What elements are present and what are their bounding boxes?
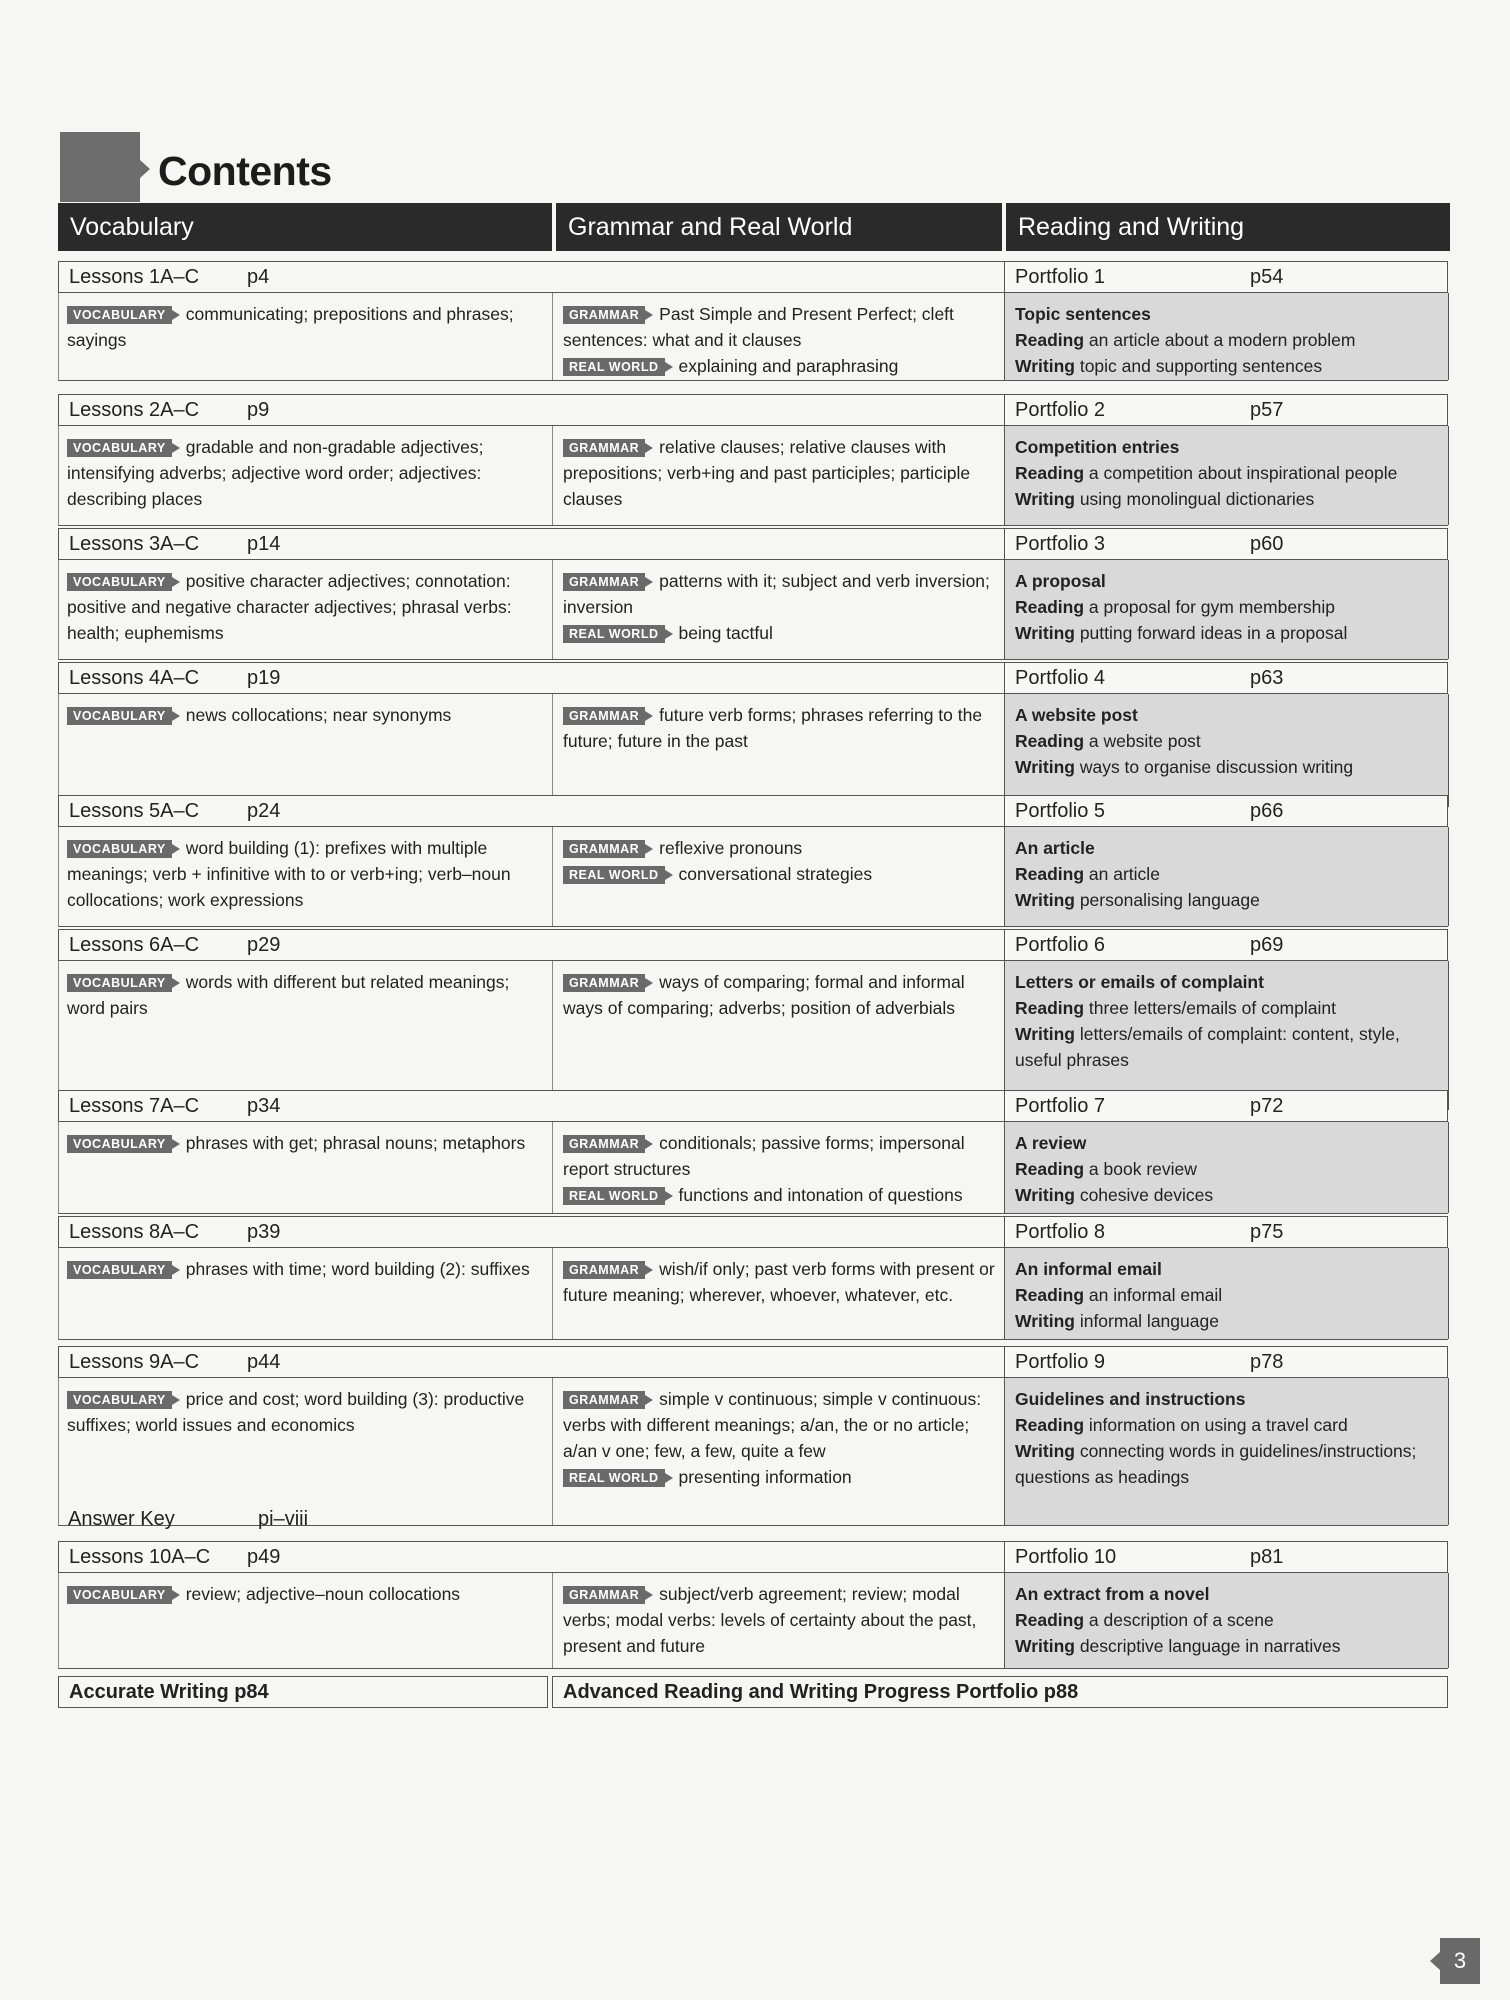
answer-key-label: Answer Key bbox=[68, 1508, 175, 1530]
portfolio-header[interactable] bbox=[1004, 1216, 1448, 1248]
reading-text: an informal email bbox=[1088, 1285, 1223, 1305]
portfolio-page: p63 bbox=[1250, 667, 1284, 689]
grammar-tag: GRAMMAR bbox=[563, 1391, 645, 1409]
grammar-line bbox=[563, 1256, 996, 1308]
reading-label: Reading bbox=[1015, 1415, 1085, 1435]
lesson-body bbox=[58, 1122, 1448, 1214]
reading-line bbox=[1015, 460, 1440, 486]
real-world-line bbox=[563, 1464, 996, 1490]
grammar-line bbox=[563, 568, 996, 620]
vocabulary-cell bbox=[59, 1122, 553, 1213]
vocabulary-text: word building (1): prefixes with multiple meanings; verb + infinitive with to or verb+ing; verb–noun collocations; work expressions bbox=[67, 838, 511, 910]
lesson-page: p39 bbox=[247, 1221, 281, 1243]
vocabulary-text: gradable and non-gradable adjectives; intensifying adverbs; adjective word order; adjectives: describing places bbox=[67, 437, 484, 509]
real-world-text: explaining and paraphrasing bbox=[678, 356, 899, 376]
vocabulary-tag: VOCABULARY bbox=[67, 974, 172, 992]
grammar-text: ways of comparing; formal and informal ways of comparing; adverbs; position of adverbials bbox=[563, 972, 965, 1018]
real-world-tag: REAL WORLD bbox=[563, 866, 665, 884]
writing-line bbox=[1015, 754, 1440, 780]
lesson-header[interactable] bbox=[58, 795, 1004, 827]
writing-line bbox=[1015, 1633, 1440, 1659]
text-type-title: Competition entries bbox=[1015, 437, 1180, 457]
portfolio-page: p66 bbox=[1250, 800, 1284, 822]
reading-writing-cell bbox=[1005, 1248, 1449, 1339]
text-type-title: A website post bbox=[1015, 705, 1138, 725]
reading-writing-cell bbox=[1005, 961, 1449, 1110]
grammar-cell bbox=[553, 1573, 1005, 1668]
writing-label: Writing bbox=[1015, 489, 1075, 509]
real-world-text: being tactful bbox=[678, 623, 773, 643]
vocabulary-text: communicating; prepositions and phrases; sayings bbox=[67, 304, 514, 350]
writing-text: putting forward ideas in a proposal bbox=[1079, 623, 1348, 643]
writing-text: cohesive devices bbox=[1079, 1185, 1214, 1205]
grammar-text: relative clauses; relative clauses with prepositions; verb+ing and past participles; participle clauses bbox=[563, 437, 971, 509]
page-number: 3 bbox=[1440, 1938, 1480, 1984]
lesson-body bbox=[58, 827, 1448, 927]
writing-text: connecting words in guidelines/instructions; questions as headings bbox=[1015, 1441, 1417, 1487]
real-world-line bbox=[563, 620, 996, 646]
grammar-text: wish/if only; past verb forms with present or future meaning; wherever, whoever, whatever, etc. bbox=[563, 1259, 995, 1305]
real-world-text: conversational strategies bbox=[678, 864, 873, 884]
reading-text: an article bbox=[1088, 864, 1160, 884]
vocabulary-text: phrases with get; phrasal nouns; metaphors bbox=[185, 1133, 526, 1153]
grammar-cell bbox=[553, 1378, 1005, 1525]
reading-writing-cell bbox=[1005, 694, 1449, 807]
lesson-title: Lessons 8A–C bbox=[69, 1221, 200, 1243]
writing-text: letters/emails of complaint: content, style, useful phrases bbox=[1015, 1024, 1400, 1070]
writing-line bbox=[1015, 486, 1440, 512]
grammar-text: Past Simple and Present Perfect; cleft sentences: what and it clauses bbox=[563, 304, 954, 350]
writing-text: using monolingual dictionaries bbox=[1079, 489, 1315, 509]
vocabulary-cell bbox=[59, 293, 553, 380]
text-type-title: An extract from a novel bbox=[1015, 1584, 1210, 1604]
vocabulary-tag: VOCABULARY bbox=[67, 1135, 172, 1153]
title-arrow-icon bbox=[140, 160, 150, 178]
writing-label: Writing bbox=[1015, 356, 1075, 376]
portfolio-title: Portfolio 10 bbox=[1015, 1546, 1117, 1568]
lesson-body bbox=[58, 694, 1448, 808]
writing-text: informal language bbox=[1079, 1311, 1219, 1331]
page-title: Contents bbox=[158, 148, 332, 194]
lesson-page: p34 bbox=[247, 1095, 281, 1117]
lesson-title: Lessons 5A–C bbox=[69, 800, 200, 822]
grammar-line bbox=[563, 434, 996, 512]
grammar-tag: GRAMMAR bbox=[563, 840, 645, 858]
reading-label: Reading bbox=[1015, 998, 1085, 1018]
reading-text: three letters/emails of complaint bbox=[1088, 998, 1336, 1018]
portfolio-title: Portfolio 1 bbox=[1015, 266, 1106, 288]
grammar-cell bbox=[553, 827, 1005, 926]
portfolio-header[interactable] bbox=[1004, 261, 1448, 293]
real-world-text: functions and intonation of questions bbox=[678, 1185, 963, 1205]
reading-text: a website post bbox=[1088, 731, 1201, 751]
grammar-text: reflexive pronouns bbox=[659, 838, 803, 858]
lesson-page: p9 bbox=[247, 399, 270, 421]
vocabulary-text: price and cost; word building (3): productive suffixes; world issues and economics bbox=[67, 1389, 525, 1435]
grammar-cell bbox=[553, 293, 1005, 380]
portfolio-title: Portfolio 8 bbox=[1015, 1221, 1106, 1243]
portfolio-title: Portfolio 5 bbox=[1015, 800, 1106, 822]
column-header-reading: Reading and Writing bbox=[1006, 203, 1450, 251]
lesson-title: Lessons 9A–C bbox=[69, 1351, 200, 1373]
grammar-line bbox=[563, 301, 996, 353]
vocabulary-cell bbox=[59, 694, 553, 807]
grammar-text: subject/verb agreement; review; modal verbs; modal verbs: levels of certainty about the past, present and future bbox=[563, 1584, 977, 1656]
lesson-body bbox=[58, 293, 1448, 381]
real-world-tag: REAL WORLD bbox=[563, 1187, 665, 1205]
grammar-cell bbox=[553, 961, 1005, 1110]
reading-line bbox=[1015, 861, 1440, 887]
reading-line bbox=[1015, 594, 1440, 620]
portfolio-title: Portfolio 9 bbox=[1015, 1351, 1106, 1373]
writing-line bbox=[1015, 887, 1440, 913]
portfolio-title: Portfolio 4 bbox=[1015, 667, 1106, 689]
grammar-cell bbox=[553, 560, 1005, 659]
text-type-title: Letters or emails of complaint bbox=[1015, 972, 1264, 992]
reading-label: Reading bbox=[1015, 597, 1085, 617]
vocabulary-text: words with different but related meanings; word pairs bbox=[67, 972, 510, 1018]
portfolio-header[interactable] bbox=[1004, 795, 1448, 827]
lesson-header[interactable] bbox=[58, 261, 1004, 293]
portfolio-header[interactable] bbox=[1004, 528, 1448, 560]
reading-line bbox=[1015, 1607, 1440, 1633]
text-type-title: Topic sentences bbox=[1015, 304, 1151, 324]
answer-key-page: pi–viii bbox=[258, 1508, 309, 1530]
lesson-body bbox=[58, 1378, 1448, 1526]
lesson-page: p29 bbox=[247, 934, 281, 956]
writing-label: Writing bbox=[1015, 1441, 1075, 1461]
column-header-grammar: Grammar and Real World bbox=[556, 203, 1002, 251]
lesson-header[interactable] bbox=[58, 929, 1004, 961]
portfolio-page: p57 bbox=[1250, 399, 1284, 421]
lesson-page: p44 bbox=[247, 1351, 281, 1373]
lesson-body bbox=[58, 1248, 1448, 1340]
lesson-header[interactable] bbox=[58, 1090, 1004, 1122]
writing-label: Writing bbox=[1015, 1636, 1075, 1656]
grammar-tag: GRAMMAR bbox=[563, 439, 645, 457]
portfolio-title: Portfolio 7 bbox=[1015, 1095, 1106, 1117]
lesson-title: Lessons 7A–C bbox=[69, 1095, 200, 1117]
reading-writing-cell bbox=[1005, 1378, 1449, 1525]
reading-label: Reading bbox=[1015, 463, 1085, 483]
portfolio-page: p72 bbox=[1250, 1095, 1284, 1117]
lesson-header[interactable] bbox=[58, 662, 1004, 694]
lesson-title: Lessons 4A–C bbox=[69, 667, 200, 689]
lesson-header[interactable] bbox=[58, 1541, 1004, 1573]
accurate-writing-box[interactable]: Accurate Writing p84 bbox=[58, 1676, 548, 1708]
lesson-title: Lessons 6A–C bbox=[69, 934, 200, 956]
lesson-title: Lessons 10A–C bbox=[69, 1546, 211, 1568]
portfolio-header[interactable] bbox=[1004, 662, 1448, 694]
lesson-header[interactable] bbox=[58, 1216, 1004, 1248]
reading-writing-cell bbox=[1005, 827, 1449, 926]
vocabulary-tag: VOCABULARY bbox=[67, 439, 172, 457]
vocabulary-tag: VOCABULARY bbox=[67, 1586, 172, 1604]
writing-label: Writing bbox=[1015, 757, 1075, 777]
writing-line bbox=[1015, 353, 1440, 379]
portfolio-page: p60 bbox=[1250, 533, 1284, 555]
writing-line bbox=[1015, 620, 1440, 646]
portfolio-header[interactable] bbox=[1004, 1346, 1448, 1378]
grammar-line bbox=[563, 1581, 996, 1659]
vocabulary-text: phrases with time; word building (2): suffixes bbox=[185, 1259, 530, 1279]
grammar-line bbox=[563, 702, 996, 754]
progress-portfolio-box[interactable]: Advanced Reading and Writing Progress Portfolio p88 bbox=[552, 1676, 1448, 1708]
reading-text: a book review bbox=[1088, 1159, 1197, 1179]
real-world-tag: REAL WORLD bbox=[563, 625, 665, 643]
portfolio-title: Portfolio 3 bbox=[1015, 533, 1106, 555]
reading-line bbox=[1015, 728, 1440, 754]
reading-text: a description of a scene bbox=[1088, 1610, 1274, 1630]
grammar-tag: GRAMMAR bbox=[563, 1586, 645, 1604]
reading-label: Reading bbox=[1015, 1610, 1085, 1630]
portfolio-header[interactable] bbox=[1004, 929, 1448, 961]
vocabulary-text: review; adjective–noun collocations bbox=[185, 1584, 461, 1604]
vocabulary-cell bbox=[59, 827, 553, 926]
reading-line bbox=[1015, 1156, 1440, 1182]
column-header-vocabulary: Vocabulary bbox=[58, 203, 552, 251]
grammar-cell bbox=[553, 1248, 1005, 1339]
title-decoration bbox=[60, 132, 140, 202]
writing-text: descriptive language in narratives bbox=[1079, 1636, 1341, 1656]
writing-text: personalising language bbox=[1079, 890, 1260, 910]
lesson-page: p24 bbox=[247, 800, 281, 822]
portfolio-page: p78 bbox=[1250, 1351, 1284, 1373]
writing-label: Writing bbox=[1015, 1185, 1075, 1205]
portfolio-page: p54 bbox=[1250, 266, 1284, 288]
writing-label: Writing bbox=[1015, 890, 1075, 910]
reading-line bbox=[1015, 1412, 1440, 1438]
vocabulary-cell bbox=[59, 961, 553, 1110]
writing-text: ways to organise discussion writing bbox=[1079, 757, 1354, 777]
lesson-title: Lessons 2A–C bbox=[69, 399, 200, 421]
grammar-cell bbox=[553, 1122, 1005, 1213]
reading-writing-cell bbox=[1005, 1573, 1449, 1668]
lesson-page: p4 bbox=[247, 266, 270, 288]
lesson-header[interactable] bbox=[58, 528, 1004, 560]
grammar-line bbox=[563, 969, 996, 1021]
lesson-page: p49 bbox=[247, 1546, 281, 1568]
grammar-tag: GRAMMAR bbox=[563, 1261, 645, 1279]
vocabulary-cell bbox=[59, 1573, 553, 1668]
grammar-cell bbox=[553, 694, 1005, 807]
reading-line bbox=[1015, 327, 1440, 353]
vocabulary-tag: VOCABULARY bbox=[67, 1391, 172, 1409]
reading-text: an article about a modern problem bbox=[1088, 330, 1356, 350]
portfolio-title: Portfolio 2 bbox=[1015, 399, 1106, 421]
reading-label: Reading bbox=[1015, 1285, 1085, 1305]
lesson-body bbox=[58, 1573, 1448, 1669]
real-world-text: presenting information bbox=[678, 1467, 852, 1487]
writing-line bbox=[1015, 1021, 1440, 1073]
vocabulary-cell bbox=[59, 560, 553, 659]
grammar-line bbox=[563, 1386, 996, 1464]
reading-label: Reading bbox=[1015, 731, 1085, 751]
grammar-line bbox=[563, 835, 996, 861]
lesson-title: Lessons 3A–C bbox=[69, 533, 200, 555]
writing-label: Writing bbox=[1015, 1311, 1075, 1331]
real-world-line bbox=[563, 1182, 996, 1208]
writing-text: topic and supporting sentences bbox=[1079, 356, 1323, 376]
reading-label: Reading bbox=[1015, 330, 1085, 350]
lesson-body bbox=[58, 961, 1448, 1111]
grammar-tag: GRAMMAR bbox=[563, 573, 645, 591]
grammar-text: future verb forms; phrases referring to the future; future in the past bbox=[563, 705, 983, 751]
lesson-page: p14 bbox=[247, 533, 281, 555]
portfolio-page: p81 bbox=[1250, 1546, 1284, 1568]
vocabulary-tag: VOCABULARY bbox=[67, 1261, 172, 1279]
portfolio-header[interactable] bbox=[1004, 1541, 1448, 1573]
text-type-title: A proposal bbox=[1015, 571, 1106, 591]
reading-text: a proposal for gym membership bbox=[1088, 597, 1335, 617]
text-type-title: A review bbox=[1015, 1133, 1087, 1153]
vocabulary-tag: VOCABULARY bbox=[67, 840, 172, 858]
grammar-tag: GRAMMAR bbox=[563, 707, 645, 725]
lesson-body bbox=[58, 560, 1448, 660]
reading-text: a competition about inspirational people bbox=[1088, 463, 1398, 483]
real-world-line bbox=[563, 861, 996, 887]
writing-line bbox=[1015, 1438, 1440, 1490]
grammar-tag: GRAMMAR bbox=[563, 306, 645, 324]
real-world-tag: REAL WORLD bbox=[563, 358, 665, 376]
lesson-title: Lessons 1A–C bbox=[69, 266, 200, 288]
text-type-title: An article bbox=[1015, 838, 1095, 858]
portfolio-page: p75 bbox=[1250, 1221, 1284, 1243]
lesson-page: p19 bbox=[247, 667, 281, 689]
grammar-text: patterns with it; subject and verb inversion; inversion bbox=[563, 571, 990, 617]
reading-text: information on using a travel card bbox=[1088, 1415, 1348, 1435]
portfolio-header[interactable] bbox=[1004, 394, 1448, 426]
grammar-tag: GRAMMAR bbox=[563, 974, 645, 992]
answer-key[interactable] bbox=[68, 1508, 309, 1531]
vocabulary-text: news collocations; near synonyms bbox=[185, 705, 452, 725]
grammar-line bbox=[563, 1130, 996, 1182]
reading-writing-cell bbox=[1005, 560, 1449, 659]
vocabulary-cell bbox=[59, 1378, 553, 1525]
reading-line bbox=[1015, 1282, 1440, 1308]
vocabulary-text: positive character adjectives; connotation: positive and negative character adjectives; phrasal verbs: health; euphemisms bbox=[67, 571, 512, 643]
vocabulary-tag: VOCABULARY bbox=[67, 573, 172, 591]
writing-label: Writing bbox=[1015, 1024, 1075, 1044]
real-world-line bbox=[563, 353, 996, 379]
portfolio-header[interactable] bbox=[1004, 1090, 1448, 1122]
grammar-text: conditionals; passive forms; impersonal report structures bbox=[563, 1133, 965, 1179]
reading-writing-cell bbox=[1005, 293, 1449, 380]
text-type-title: Guidelines and instructions bbox=[1015, 1389, 1246, 1409]
vocabulary-cell bbox=[59, 1248, 553, 1339]
grammar-cell bbox=[553, 426, 1005, 525]
portfolio-page: p69 bbox=[1250, 934, 1284, 956]
writing-line bbox=[1015, 1308, 1440, 1334]
writing-line bbox=[1015, 1182, 1440, 1208]
text-type-title: An informal email bbox=[1015, 1259, 1162, 1279]
vocabulary-cell bbox=[59, 426, 553, 525]
reading-line bbox=[1015, 995, 1440, 1021]
reading-writing-cell bbox=[1005, 426, 1449, 525]
reading-writing-cell bbox=[1005, 1122, 1449, 1213]
reading-label: Reading bbox=[1015, 1159, 1085, 1179]
portfolio-title: Portfolio 6 bbox=[1015, 934, 1106, 956]
grammar-text: simple v continuous; simple v continuous: verbs with different meanings; a/an, the or no article; a/an v one; few, a few, quite a few bbox=[563, 1389, 982, 1461]
grammar-tag: GRAMMAR bbox=[563, 1135, 645, 1153]
vocabulary-tag: VOCABULARY bbox=[67, 707, 172, 725]
lesson-body bbox=[58, 426, 1448, 526]
reading-label: Reading bbox=[1015, 864, 1085, 884]
vocabulary-tag: VOCABULARY bbox=[67, 306, 172, 324]
lesson-header[interactable] bbox=[58, 394, 1004, 426]
real-world-tag: REAL WORLD bbox=[563, 1469, 665, 1487]
writing-label: Writing bbox=[1015, 623, 1075, 643]
lesson-header[interactable] bbox=[58, 1346, 1004, 1378]
